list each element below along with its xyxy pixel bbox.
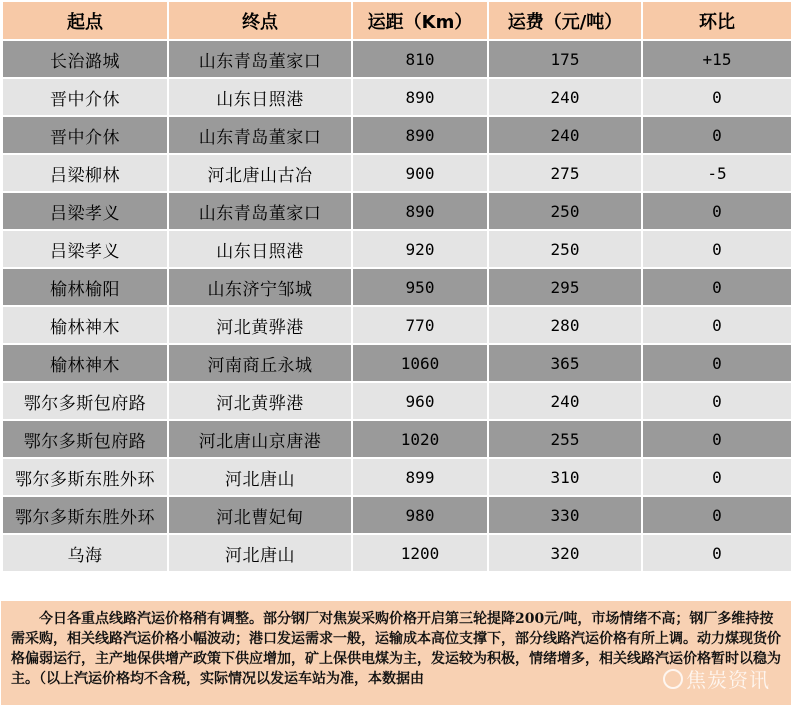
cell-change: 0 [642,78,792,116]
cell-origin: 晋中介休 [2,116,168,154]
cell-distance: 980 [352,496,488,534]
cell-origin: 晋中介休 [2,78,168,116]
cell-fee: 295 [488,268,642,306]
cell-destination: 山东日照港 [168,78,352,116]
table-row [2,306,792,344]
header-origin: 起点 [2,1,168,40]
cell-distance: 920 [352,230,488,268]
header-destination: 终点 [168,1,352,40]
cell-distance: 770 [352,306,488,344]
header-fee: 运费（元/吨） [488,1,642,40]
cell-origin: 吕梁孝义 [2,192,168,230]
cell-distance: 890 [352,116,488,154]
cell-change: 0 [642,230,792,268]
cell-change: 0 [642,420,792,458]
cell-destination: 山东青岛董家口 [168,40,352,78]
cell-origin: 鄂尔多斯东胜外环 [2,458,168,496]
cell-destination: 河北唐山京唐港 [168,420,352,458]
cell-change: 0 [642,344,792,382]
table-body [2,40,792,572]
cell-destination: 河南商丘永城 [168,344,352,382]
cell-destination: 山东日照港 [168,230,352,268]
cell-origin: 吕梁孝义 [2,230,168,268]
cell-distance: 810 [352,40,488,78]
table-row [2,534,792,572]
cell-fee: 255 [488,420,642,458]
cell-change: 0 [642,306,792,344]
cell-fee: 280 [488,306,642,344]
cell-origin: 鄂尔多斯包府路 [2,420,168,458]
table-header-row [2,1,792,40]
cell-fee: 240 [488,116,642,154]
cell-fee: 175 [488,40,642,78]
cell-destination: 山东青岛董家口 [168,192,352,230]
table-row [2,154,792,192]
cell-distance: 900 [352,154,488,192]
cell-distance: 899 [352,458,488,496]
cell-change: 0 [642,268,792,306]
cell-destination: 河北黄骅港 [168,306,352,344]
table-row [2,458,792,496]
cell-destination: 河北曹妃甸 [168,496,352,534]
cell-distance: 1020 [352,420,488,458]
cell-origin: 鄂尔多斯东胜外环 [2,496,168,534]
header-distance: 运距（Km） [352,1,488,40]
cell-destination: 河北唐山 [168,458,352,496]
table-row [2,116,792,154]
cell-change: +15 [642,40,792,78]
cell-fee: 240 [488,382,642,420]
wechat-logo-icon [663,669,683,689]
cell-origin: 乌海 [2,534,168,572]
cell-distance: 890 [352,192,488,230]
cell-origin: 榆林神木 [2,344,168,382]
cell-change: 0 [642,458,792,496]
freight-rate-table [1,0,792,573]
cell-destination: 山东青岛董家口 [168,116,352,154]
cell-destination: 河北黄骅港 [168,382,352,420]
cell-change: 0 [642,116,792,154]
cell-distance: 1060 [352,344,488,382]
cell-change: 0 [642,192,792,230]
cell-distance: 1200 [352,534,488,572]
cell-fee: 240 [488,78,642,116]
cell-origin: 鄂尔多斯包府路 [2,382,168,420]
cell-origin: 吕梁柳林 [2,154,168,192]
cell-origin: 榆林榆阳 [2,268,168,306]
cell-origin: 榆林神木 [2,306,168,344]
cell-distance: 960 [352,382,488,420]
cell-fee: 310 [488,458,642,496]
table-row [2,192,792,230]
table-row [2,230,792,268]
watermark [663,664,770,693]
cell-fee: 330 [488,496,642,534]
cell-change: 0 [642,534,792,572]
cell-origin: 长治潞城 [2,40,168,78]
watermark-text: 焦炭资讯 [686,668,770,692]
table-row [2,382,792,420]
table-row [2,344,792,382]
table-row [2,40,792,78]
table-row [2,78,792,116]
cell-distance: 890 [352,78,488,116]
cell-fee: 320 [488,534,642,572]
cell-change: 0 [642,382,792,420]
table-row [2,496,792,534]
market-commentary-text: 今日各重点线路汽运价格稍有调整。部分钢厂对焦炭采购价格开启第三轮提降200元/吨，市场情绪不高；钢厂多维持按需采购，相关线路汽运价格小幅波动；港口发运需求一般，运输成本高位支撑下，部分线路汽运价格有所上调。动力煤现货价格偏弱运行，主产地保供增产政策下供应增加，矿上保供电煤为主，发运较为积极，情绪增多，相关线路汽运价格暂时以稳为主。（以上汽运价格均不含税，实际情况以发运车站为准，本数据由 [11,611,781,687]
cell-destination: 河北唐山 [168,534,352,572]
cell-destination: 山东济宁邹城 [168,268,352,306]
cell-fee: 365 [488,344,642,382]
table-row [2,268,792,306]
cell-fee: 250 [488,192,642,230]
cell-distance: 950 [352,268,488,306]
cell-fee: 275 [488,154,642,192]
cell-destination: 河北唐山古冶 [168,154,352,192]
header-change: 环比 [642,1,792,40]
cell-change: -5 [642,154,792,192]
table-row [2,420,792,458]
cell-change: 0 [642,496,792,534]
cell-fee: 250 [488,230,642,268]
